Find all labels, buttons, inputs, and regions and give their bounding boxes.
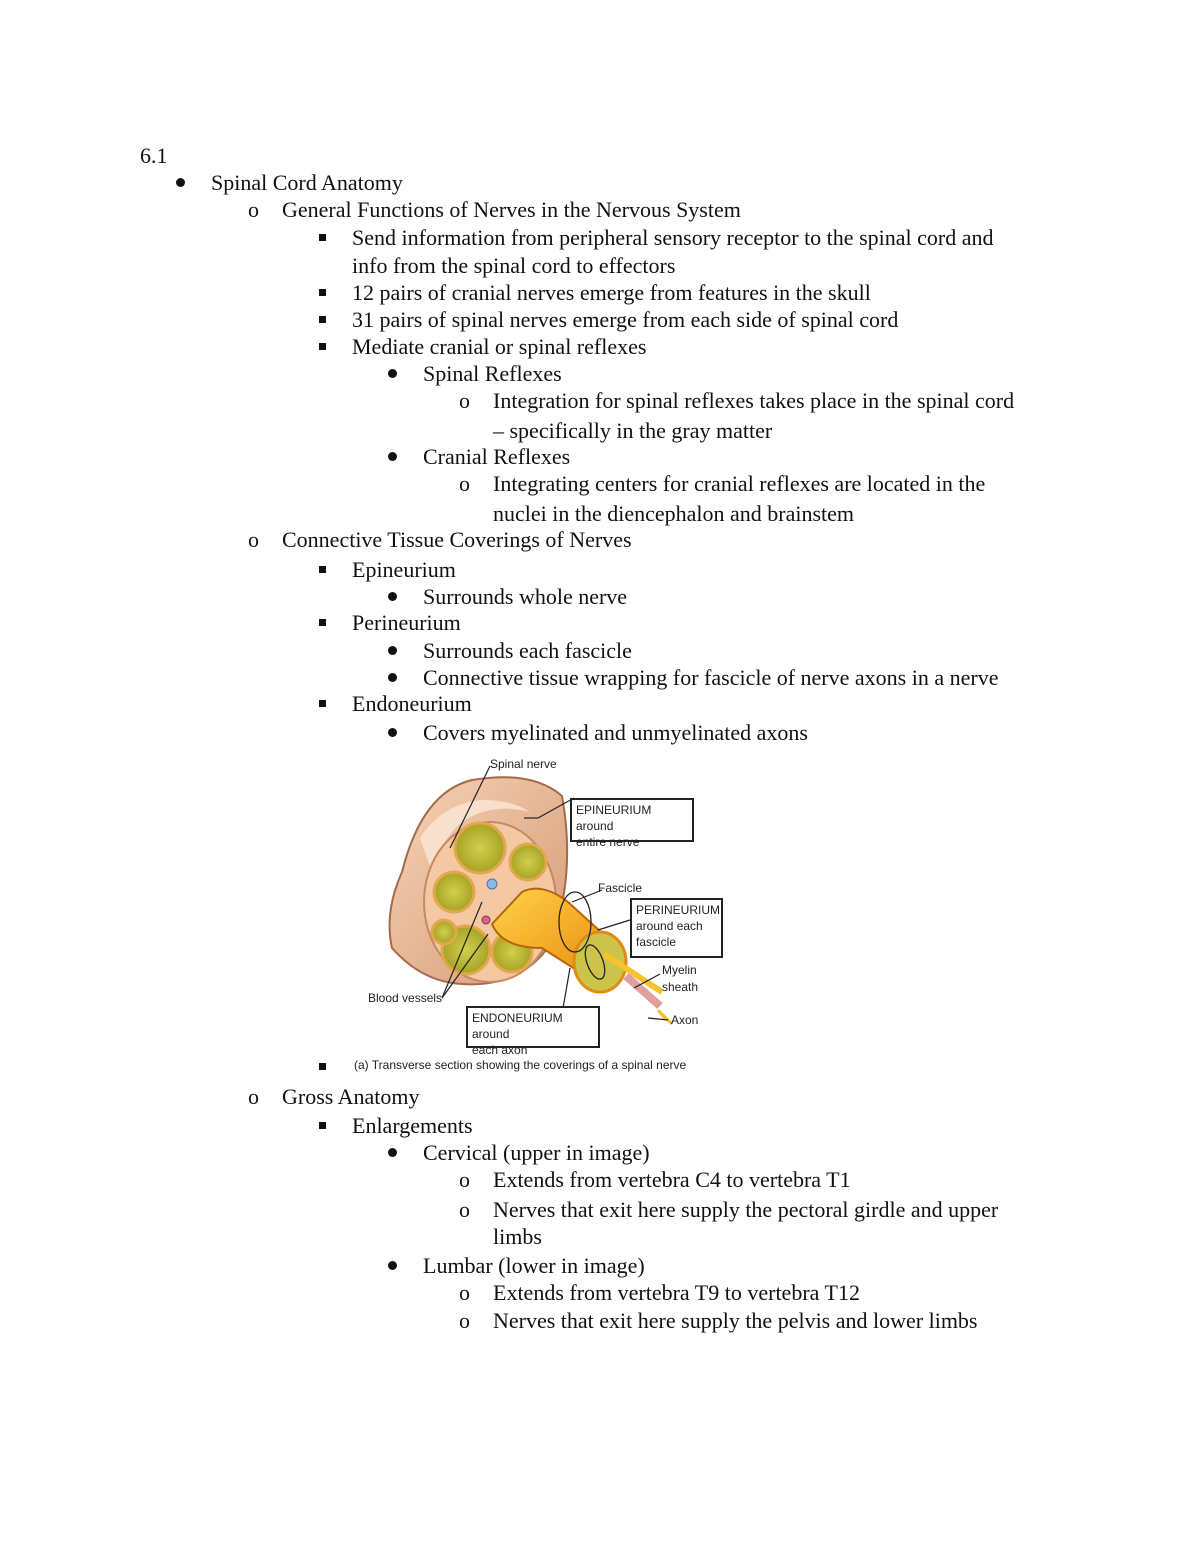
label-myelin-line2: sheath bbox=[662, 980, 699, 994]
box-endoneurium-line2: each axon bbox=[472, 1043, 528, 1057]
bullet-square bbox=[319, 316, 326, 323]
bullet-o: o bbox=[459, 1308, 470, 1333]
spinal-reflexes: Spinal Reflexes bbox=[423, 361, 562, 386]
spinal-detail-line2: – specifically in the gray matter bbox=[493, 418, 773, 443]
lumbar-detail2: Nerves that exit here supply the pelvis and lower limbs bbox=[493, 1308, 978, 1333]
general-item1-line1: Send information from peripheral sensory receptor to the spinal cord and bbox=[352, 225, 994, 250]
bullet-square bbox=[319, 619, 326, 626]
label-axon: Axon bbox=[671, 1013, 699, 1027]
endoneurium: Endoneurium bbox=[352, 691, 472, 716]
box-perineurium-line3: fascicle bbox=[636, 935, 677, 949]
general-item2: 12 pairs of cranial nerves emerge from features in the skull bbox=[352, 280, 871, 305]
outline-l1-title: Spinal Cord Anatomy bbox=[211, 170, 403, 195]
box-perineurium-line1: PERINEURIUM bbox=[636, 903, 721, 917]
gross-heading: Gross Anatomy bbox=[282, 1084, 420, 1109]
perineurium: Perineurium bbox=[352, 610, 461, 635]
bullet-dot bbox=[388, 592, 397, 601]
perineurium-detail1: Surrounds each fascicle bbox=[423, 638, 632, 663]
bullet-dot bbox=[176, 178, 185, 187]
cranial-detail-line2: nuclei in the diencephalon and brainstem bbox=[493, 501, 855, 526]
bullet-dot bbox=[388, 646, 397, 655]
connective-heading: Connective Tissue Coverings of Nerves bbox=[282, 527, 632, 552]
bullet-o: o bbox=[459, 1197, 470, 1222]
lumbar: Lumbar (lower in image) bbox=[423, 1253, 645, 1278]
bullet-dot bbox=[388, 452, 397, 461]
box-epineurium bbox=[570, 798, 694, 849]
box-perineurium-line2: around each bbox=[636, 919, 703, 933]
label-spinal-nerve: Spinal nerve bbox=[490, 757, 557, 771]
bullet-dot bbox=[388, 369, 397, 378]
lumbar-detail1: Extends from vertebra T9 to vertebra T12 bbox=[493, 1280, 860, 1305]
box-epineurium-line2: entire nerve bbox=[576, 835, 640, 849]
general-item3: 31 pairs of spinal nerves emerge from each side of spinal cord bbox=[352, 307, 899, 332]
spinal-detail-line1: Integration for spinal reflexes takes place in the spinal cord bbox=[493, 388, 1015, 413]
bullet-o: o bbox=[248, 197, 259, 222]
bullet-o: o bbox=[459, 388, 470, 413]
bullet-dot bbox=[388, 673, 397, 682]
general-item4: Mediate cranial or spinal reflexes bbox=[352, 334, 647, 359]
bullet-o: o bbox=[248, 1084, 259, 1109]
section-number: 6.1 bbox=[140, 143, 168, 168]
bullet-square bbox=[319, 289, 326, 296]
box-epineurium-line1: EPINEURIUM around bbox=[576, 803, 652, 833]
perineurium-detail2: Connective tissue wrapping for fascicle of nerve axons in a nerve bbox=[423, 665, 999, 690]
bullet-square bbox=[319, 343, 326, 350]
bullet-dot bbox=[388, 728, 397, 737]
cervical-detail1: Extends from vertebra C4 to vertebra T1 bbox=[493, 1167, 851, 1192]
bullet-o: o bbox=[459, 1167, 470, 1192]
bullet-square bbox=[319, 566, 326, 573]
cranial-detail-line1: Integrating centers for cranial reflexes are located in the bbox=[493, 471, 986, 496]
bullet-o: o bbox=[459, 471, 470, 496]
general-functions-heading: General Functions of Nerves in the Nervous System bbox=[282, 197, 741, 222]
bullet-square bbox=[319, 1063, 326, 1070]
epineurium-detail: Surrounds whole nerve bbox=[423, 584, 628, 609]
label-fascicle: Fascicle bbox=[598, 881, 643, 895]
bullet-o: o bbox=[459, 1280, 470, 1305]
bullet-square bbox=[319, 234, 326, 241]
bullet-dot bbox=[388, 1148, 397, 1157]
nerve-cross-section-figure bbox=[354, 752, 734, 1074]
label-blood-vessels: Blood vessels bbox=[368, 991, 443, 1005]
box-endoneurium-line1: ENDONEURIUM around bbox=[472, 1011, 563, 1041]
cervical-detail2-line1: Nerves that exit here supply the pectoral girdle and upper bbox=[493, 1197, 999, 1222]
label-myelin-line1: Myelin bbox=[662, 963, 697, 977]
bullet-o: o bbox=[248, 527, 259, 552]
general-item1-line2: info from the spinal cord to effectors bbox=[352, 253, 676, 278]
bullet-square bbox=[319, 1122, 326, 1129]
epineurium: Epineurium bbox=[352, 557, 456, 582]
cervical: Cervical (upper in image) bbox=[423, 1140, 650, 1165]
figure-caption: (a) Transverse section showing the coverings of a spinal nerve bbox=[354, 1058, 687, 1072]
cranial-reflexes: Cranial Reflexes bbox=[423, 444, 571, 469]
box-perineurium bbox=[630, 898, 723, 958]
bullet-dot bbox=[388, 1261, 397, 1270]
bullet-square bbox=[319, 700, 326, 707]
endoneurium-detail: Covers myelinated and unmyelinated axons bbox=[423, 720, 808, 745]
cervical-detail2-line2: limbs bbox=[493, 1224, 542, 1249]
enlargements: Enlargements bbox=[352, 1113, 473, 1138]
box-endoneurium bbox=[466, 1006, 600, 1057]
